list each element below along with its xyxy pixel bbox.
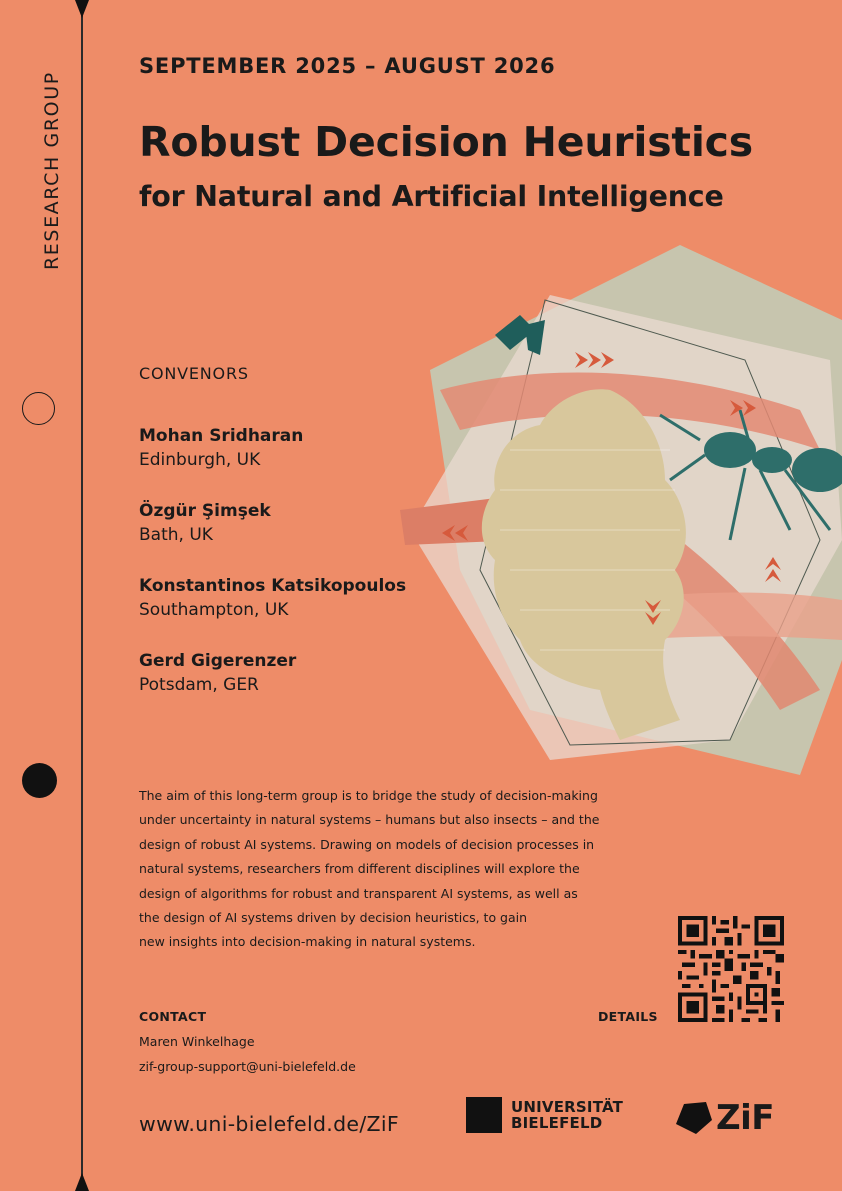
- convenor-name: Gerd Gigerenzer: [139, 651, 297, 671]
- zif-wordmark: ZiF: [716, 1098, 775, 1138]
- contact-name: Maren Winkelhage: [139, 1034, 255, 1049]
- university-logo: [466, 1097, 623, 1133]
- contact-email-link[interactable]: zif-group-support@uni-bielefeld.de: [139, 1059, 356, 1074]
- convenor-entry: [139, 574, 406, 622]
- rail-top-triangle-icon: [75, 0, 89, 18]
- description-paragraph: [139, 784, 649, 955]
- side-rail-line: [81, 0, 83, 1191]
- convenor-place: Southampton, UK: [139, 600, 289, 620]
- details-label: DETAILS: [598, 1009, 658, 1024]
- description-line: design of algorithms for robust and transparent AI systems, as well as: [139, 885, 578, 901]
- description-line: the design of AI systems driven by decision heuristics, to gain: [139, 910, 528, 926]
- description-line: new insights into decision-making in natural systems.: [139, 934, 476, 950]
- website-link[interactable]: www.uni-bielefeld.de/ZiF: [139, 1112, 399, 1136]
- punch-hole-filled-icon: [22, 763, 57, 798]
- zif-pentagon-icon: [676, 1102, 712, 1134]
- page-subtitle: for Natural and Artificial Intelligence: [139, 180, 724, 213]
- university-line-1: UNIVERSITÄT: [511, 1098, 624, 1116]
- convenor-place: Edinburgh, UK: [139, 450, 261, 470]
- university-square-icon: [466, 1097, 502, 1133]
- description-line: under uncertainty in natural systems – humans but also insects – and the: [139, 812, 600, 828]
- qr-code-icon[interactable]: [678, 916, 784, 1022]
- research-group-label: RESEARCH GROUP: [41, 71, 63, 270]
- convenor-entry: [139, 649, 296, 697]
- description-line: design of robust AI systems. Drawing on models of decision processes in: [139, 836, 595, 852]
- convenors-heading: CONVENORS: [139, 364, 249, 383]
- description-line: natural systems, researchers from different disciplines will explore the: [139, 861, 580, 877]
- collage-artwork: [400, 240, 842, 785]
- punch-hole-outline-icon: [22, 392, 55, 425]
- convenor-entry: [139, 424, 303, 472]
- convenor-name: Özgür Şimşek: [139, 501, 271, 521]
- convenor-name: Konstantinos Katsikopoulos: [139, 576, 407, 596]
- university-wordmark: [511, 1099, 623, 1131]
- date-range: SEPTEMBER 2025 – AUGUST 2026: [139, 54, 556, 78]
- contact-heading: CONTACT: [139, 1009, 207, 1024]
- convenor-place: Potsdam, GER: [139, 675, 259, 695]
- university-line-2: BIELEFELD: [511, 1114, 603, 1132]
- page-title: Robust Decision Heuristics: [139, 118, 753, 166]
- convenor-entry: [139, 499, 271, 547]
- convenor-name: Mohan Sridharan: [139, 426, 304, 446]
- convenor-place: Bath, UK: [139, 525, 213, 545]
- rail-bottom-triangle-icon: [75, 1173, 89, 1191]
- zif-logo: [676, 1098, 774, 1138]
- description-line: The aim of this long-term group is to bridge the study of decision-making: [139, 788, 598, 803]
